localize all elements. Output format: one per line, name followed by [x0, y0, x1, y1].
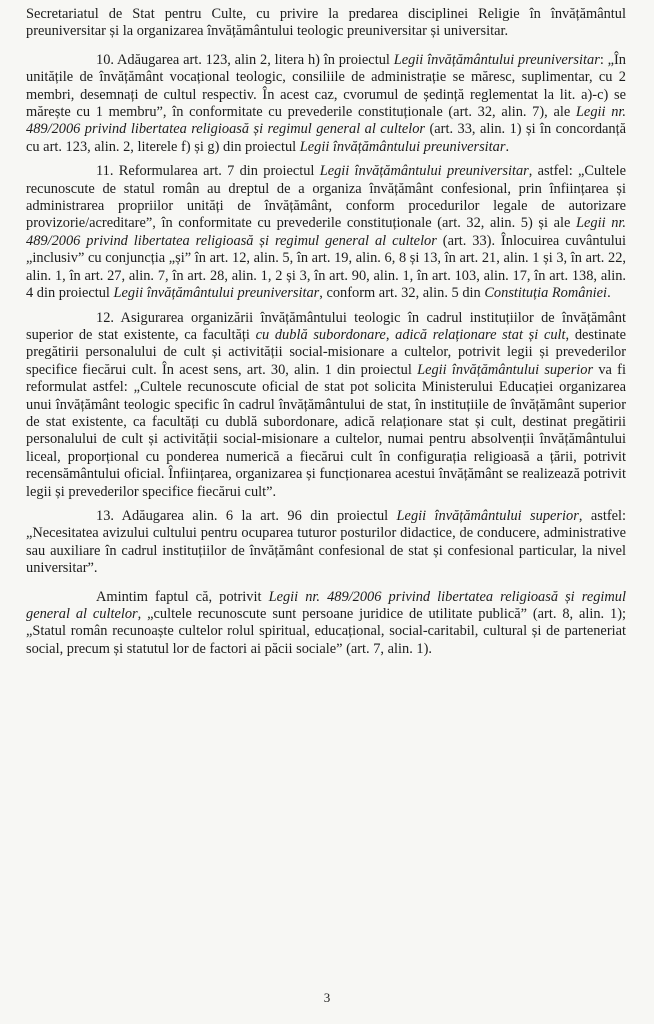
text-run: : „În unitățile de învățământ vocațional teologic, consiliile de administrație se măresc, suplimentar, cu 2 membri, desemnați de cultul respectiv. În acest caz, cvorumul de ședință reglementat la lit. a)-c) se mărește cu 1 membru”, în conformitate cu prevederile constituționale (art. 32, alin. 7), ale	[26, 51, 626, 121]
italic-text-run: Legii învățământului superior	[396, 507, 579, 524]
text-run: va fi reformulat astfel: „Cultele recunoscute oficial de stat pot solicita Ministerului Educației organizarea unui învățământ teologic specific în cadrul învățământului de stat, în instituțiile de învățământ superior de stat existente, ca facultăți cu dublă subordonare, adică relaționare stat și cult, destinat pregătirii personalului de cult și activității social-misionare a cultelor, numai pentru absolvenții învățământului liceal, proporțional cu ponderea numerică a fiecărui cult în configurația religioasă a țării, potrivit recensământului oficial. Înființarea, organizarea și funcționarea acestui învățământ se realizează potrivit legii și prevederilor specifice fiecărui cult”.	[26, 361, 626, 500]
paragraph-item-10	[26, 52, 626, 156]
text-run: , astfel: „Necesitatea avizului cultului pentru ocuparea tuturor posturilor didactice, de conducere, administrative sau auxiliare în cadrul instituțiilor de învățământ confesional de stat și confesional particular, la nivel universitar”.	[26, 507, 626, 577]
text-run: 10. Adăugarea art. 123, alin 2, litera h) în proiectul	[96, 51, 394, 68]
paragraph-item-12	[26, 310, 626, 501]
text-run: 12. Asigurarea organizării învățământului teologic în cadrul instituțiilor de învățământ superior de stat existente, ca facultăți	[26, 309, 626, 343]
paragraph-intro-continuation	[26, 6, 626, 41]
text-run: .	[505, 138, 510, 155]
italic-text-run: Legii nr. 489/2006 privind libertatea religioasă și regimul general al cultelor	[26, 104, 626, 138]
italic-text-run: Legii învățământului preuniversitar	[113, 285, 320, 302]
text-run: , „cultele recunoscute sunt persoane juridice de utilitate publică” (art. 8, alin. 1); „Statul român recunoaște cultelor rolul spiritual, educațional, social-caritabil, cultural și de parteneriat social, precum și statutul lor de factori ai păcii sociale” (art. 7, alin. 1).	[26, 606, 627, 657]
italic-text-run: Constituția României	[484, 285, 608, 302]
page-number: 3	[323, 990, 331, 1005]
paragraph-item-11	[26, 163, 626, 302]
paragraph-item-13	[26, 508, 626, 578]
italic-text-run: Legii nr. 489/2006 privind libertatea religioasă și regimul general al cultelor	[26, 588, 626, 622]
italic-text-run: Legii învățământului superior	[417, 361, 594, 378]
italic-text-run: Legii învățământului preuniversitar	[319, 163, 529, 180]
paragraph-closing-remark	[26, 589, 626, 659]
text-run: 13. Adăugarea alin. 6 la art. 96 din proiectul	[96, 507, 397, 524]
text-run: , astfel: „Cultele recunoscute de statul român au dreptul de a organiza învățământ confesional, prin înființarea și administrarea propriilor unități de învățământ, conform procedurilor legale de autorizare provizorie/acreditare”, în conformitate cu prevederile constituționale (art. 32, alin. 5) și ale	[26, 163, 626, 232]
italic-text-run: cu dublă subordonare, adică relaționare stat și cult	[255, 326, 566, 343]
text-run: Amintim faptul că, potrivit	[96, 588, 269, 605]
text-run: , destinate pregătirii personalului de cult și activității social-misionare a cultelor, potrivit legii și prevederilor specifice fiecărui cult. În acest sens, art. 30, alin. 1 din proiectul	[26, 326, 626, 378]
italic-text-run: Legii învățământului preuniversitar	[299, 138, 506, 155]
italic-text-run: Legii nr. 489/2006 privind libertatea religioasă și regimul general al cultelor	[26, 215, 626, 249]
text-run: .	[607, 285, 611, 302]
text-run: (art. 33). Înlocuirea cuvântului „inclusiv” cu conjuncția „și” în art. 12, alin. 5, în art. 19, alin. 6, 8 și 13, în art. 21, alin. 1 și 3, în art. 22, alin. 1, în art. 27, alin. 7, în art. 28, alin. 1, 2 și 3, în art. 90, alin. 1, în art. 103, alin. 17, în art. 138, alin. 4 din proiectul	[26, 232, 626, 302]
text-run: Secretariatul de Stat pentru Culte, cu privire la predarea disciplinei Religie în învățământul preuniversitar și la organizarea învățământului teologic preuniversitar și universitar.	[26, 6, 626, 40]
text-run: (art. 33, alin. 1) și în concordanță cu art. 123, alin. 2, literele f) și g) din proiectul	[26, 121, 627, 155]
text-run: , conform art. 32, alin. 5 din	[319, 285, 485, 302]
italic-text-run: Legii învățământului preuniversitar	[393, 51, 600, 68]
text-run: 11. Reformularea art. 7 din proiectul	[96, 163, 320, 180]
